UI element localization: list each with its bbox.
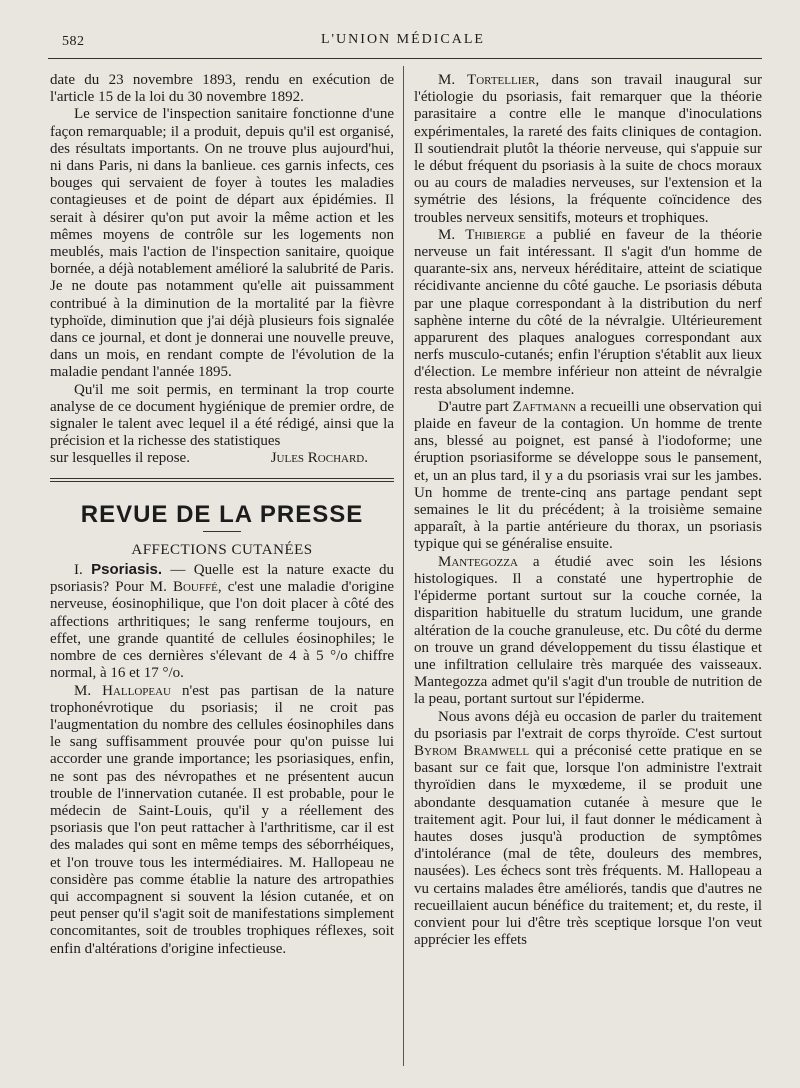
text-run: , c'est une maladie d'origine nerveuse, éosinophilique, que l'on doit placer à côté des affections arthritiques; le sang renferme toujours, en effet, une grande quantité de cellules éosinophiles; le nombre de ces dernières s'élevant de 4 à 5 °/o chiffre normal, à 16 et 17 °/o. [50, 579, 394, 682]
paragraph [414, 554, 762, 709]
paragraph [414, 709, 762, 950]
text-run: — Quelle est la nature exacte du psoriasis? Pour M. [50, 562, 394, 596]
author-name: M. Tortellier [438, 72, 536, 88]
paragraph: Qu'il me soit permis, en terminant la trop courte analyse de ce document hygiénique de premier ordre, de signaler le talent avec lequel il a été rédigé, ainsi que la précision et la richesse des statistiques [50, 381, 394, 450]
paragraph: date du 23 novembre 1893, rendu en exécution de l'article 15 de la loi du 30 novembre 1892. [50, 72, 394, 106]
author-name: Byrom Bramwell [414, 742, 530, 759]
author-name: Bouffé [172, 579, 218, 596]
page-header [48, 30, 758, 54]
right-column [414, 72, 762, 949]
author-name: M. Thibierge [438, 226, 526, 243]
column-divider [403, 66, 404, 1066]
paragraph [50, 683, 394, 958]
paragraph [414, 399, 762, 554]
section-separator [50, 478, 394, 482]
text-run: qui a préconisé cette pratique en se basant sur ce fait que, lorsque l'on administre l'extrait thyroïdien dans le myxœdeme, il se produit une abondante desquamation cutanée à mesure que le traitement agit. Pour lui, il faut donner le médicament à hautes doses jusqu'à production de symptômes d'intolérance (mal de tête, douleurs des membres, nausées). Les échecs sont très fréquents. M. Hallopeau a vu certains malades être améliorés, tandis que d'autres ne recueillaient aucun bénéfice du traitement; et, du reste, il convient pour lui d'être très sceptique lorsque l'on veut apprécier les effets [414, 742, 763, 949]
journal-title: L'UNION MÉDICALE [320, 32, 485, 47]
author-signature: Jules Rochard. [270, 450, 368, 467]
page-number: 582 [62, 34, 85, 49]
paragraph [50, 561, 394, 682]
paragraph [414, 227, 762, 399]
paragraph-end: sur lesquelles il repose. [50, 450, 190, 467]
text-run: , dans son travail inaugural sur l'étiologie du psoriasis, fait remarquer que la théorie parasitaire a contre elle le manque d'inoculations expérimentales, la rareté des faits cliniques de contagion. Il soutiendrait plutôt la théorie nerveuse, qui s'appuie sur le début fréquent du psoriasis à la suite de chocs moraux ou au cours de maladies nerveuses, sur l'extension et la symétrie des lésions, la fréquente coïncidence des troubles nerveux sensitifs, moteurs et trophiques. [414, 72, 762, 226]
header-rule [48, 58, 762, 59]
author-name: Mantegozza [438, 553, 518, 570]
text-run: a publié en faveur de la théorie nerveuse un fait intéressant. Il s'agit d'un homme de quarante-six ans, nerveux héréditaire, atteint de sciatique récidivante ancienne du côté gauche. Le psoriasis débuta par une plaque correspondant à la distribution du nerf saphène interne du côté de la névralgie. Ultérieurement apparurent des plaques analogues correspondant aux nerfs musculo-cutanés; enfin l'éruption s'établit aux lieux d'élection. Le membre inférieur non atteint de névralgie resta absolument indemne. [414, 226, 762, 398]
text-run: n'est pas partisan de la nature trophonévrotique du psoriasis; il ne croit pas l'augmentation du nombre des cellules éosinophiles dans le sang suffisamment prouvée pour qu'on puisse lui accorder une grande importance; les psoriasiques, enfin, ne sont pas des névropathes et ne présentent aucun trouble de l'innervation cutanée. Il est probable, pour le médecin de Saint-Louis, qu'il y a réellement des psoriasis que l'on peut rattacher à l'arthritisme, car il est des malades qui sont en même temps des séborrhéiques, et l'on trouve tous les intermédiaires. M. Hallopeau ne considère pas comme établie la nature des artropathies qui accompagnent si souvent la lésion cutanée, et on peut penser qu'il s'agit soit de manifestations simplement concomitantes, soit de troubles trophiques réflexes, soit enfin d'altérations d'origine infectieuse. [50, 682, 394, 957]
subsection-title: AFFECTIONS CUTANÉES [131, 541, 313, 558]
text-run: Nous avons déjà eu occasion de parler du traitement du psoriasis par l'extrait de corps thyroïde. C'est surtout [414, 708, 762, 742]
item-number: I. [74, 562, 83, 579]
text-run: a étudié avec soin les lésions histologiques. Il a constaté une hypertrophie de l'épiderme portant surtout sur la couche cornée, la disparition habituelle du stratum lucidum, une grande altération de la couche granuleuse, etc. Du côté du derme on trouve un grand développement du tissu élastique et une infiltration cellulaire très marquée des vaisseaux. Mantegozza admet qu'il s'agit d'un trouble de nutrition de la peau, portant surtout sur l'épiderme. [414, 553, 762, 708]
text-run: a recueilli une observation qui plaide en faveur de la contagion. Un homme de trente ans, blessé au poignet, est pansé à l'iodoforme; une éruption psoriasiforme se développe sous le pansement, et, un an plus tard, il y a du psoriasis vrai sur les jambes. Un homme de trente-cinq ans partage pendant sept semaines le lit du précédent; à la troisième semaine apparaît, à la partie antérieure du thorax, un psoriasis typique qui se généralise ensuite. [414, 398, 762, 553]
author-name: Zaftmann [512, 398, 577, 415]
section-title: REVUE DE LA PRESSE [80, 500, 364, 528]
topic-heading: Psoriasis. [91, 561, 163, 579]
paragraph: Le service de l'inspection sanitaire fonctionne d'une façon remarquable; il a produit, depuis qu'il est organisé, des résultats importants. On ne trouve plus aujourd'hui, ni dans Paris, ni dans la banlieue. ces garnis infects, ces bouges qui servaient de foyer à toutes les maladies contagieuses et de point de départ aux épidémies. Il serait à désirer qu'on put avoir la même action et les mêmes moyens de contrôle sur les logements non meublés, mais l'action de l'inspection sanitaire, quoique bornée, a déjà notablement amélioré la salubrité de Paris. Je ne doute pas notamment qu'elle ait puissamment contribué à la diminution de la mortalité par la fièvre typhoïde, diminution que j'ai déjà plusieurs fois signalée dans ce journal, et dont je donnerai une nouvelle preuve, dans un mois, en rendant compte de l'évolution de la maladie pendant l'année 1895. [50, 106, 394, 381]
signature-line [50, 450, 394, 467]
left-column [50, 72, 394, 958]
author-name: M. Hallopeau [74, 682, 171, 699]
paragraph [414, 72, 762, 227]
text-run: D'autre part [438, 398, 513, 415]
title-rule [203, 531, 241, 532]
